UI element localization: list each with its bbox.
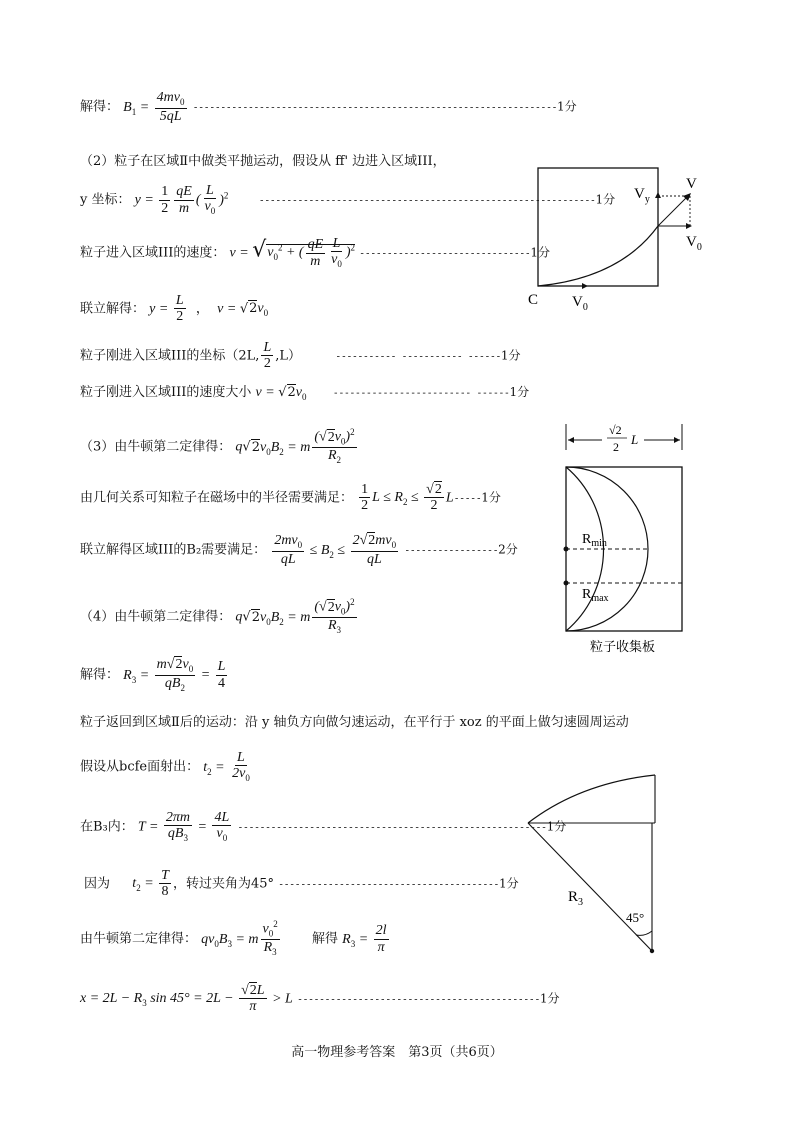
entry-coordinate-line: 粒子刚进入区域III的坐标（2L, $\frac{L}{2}$ ,L） ----------- ----------- ------1分 xyxy=(80,340,521,372)
label-c: C xyxy=(528,292,539,308)
b2-score: 2分 xyxy=(498,542,518,557)
motion-description: 粒子返回到区域Ⅱ后的运动：沿 y 轴负方向做匀速运动，在平行于 xoz 的平面上做匀速圆周运动 xyxy=(80,715,629,730)
b3-label: 在B₃内： xyxy=(80,819,134,835)
because-label: 因为 xyxy=(84,876,111,892)
x-score: 1分 xyxy=(539,991,560,1006)
entry-speed-line: 粒子刚进入区域III的速度大小 $v = √2v_0$ ------------------------- ------1分 xyxy=(80,385,530,402)
label-45deg: 45° xyxy=(626,910,645,925)
newton-solve: 解得 xyxy=(312,931,339,947)
b2-label: 联立解得区域III的B₂需要满足： xyxy=(80,542,267,558)
part4-label: （4）由牛顿第二定律得： xyxy=(80,609,232,625)
newton-label: 由牛顿第二定律得： xyxy=(80,931,198,947)
label-v: V xyxy=(686,176,697,192)
b2-range-line: 联立解得区域III的B₂需要满足： $\frac{2mv_0}{qL}$ ≤ $B_2$ ≤ $\frac{2√2mv_0}{qL}$ -----------------2分 xyxy=(80,533,518,567)
parabolic-path xyxy=(538,226,658,286)
because-score: 1分 xyxy=(498,876,519,891)
rotation-angle-line: 因为 $t_2$ = $\frac{T}{8}$ ，转过夹角为45° ----------------------------------------1分 xyxy=(84,868,519,900)
velocity-line: 粒子进入区域III的速度： $v = √v_0^2$ + ( $\frac{qE}{m}$ $\frac{L}{v_0}$ )$^2$ -------------------------------1分 xyxy=(80,236,550,270)
label-rmax: $R_{max}$ xyxy=(582,587,609,604)
v0-bottom-arrowhead xyxy=(582,283,588,289)
joint-solution-line: 联立解得： y = $\frac{L}{2}$ ， $v = √2v_0$ xyxy=(80,293,269,325)
b1-prefix: 解得： xyxy=(80,99,120,115)
label-rmin: $R_{min}$ xyxy=(582,532,607,549)
because-text: ，转过夹角为45° xyxy=(172,876,274,892)
v-arrow xyxy=(658,196,688,226)
width-label-num: √2 xyxy=(609,423,622,437)
figure-b3-region xyxy=(520,765,670,965)
circle-center xyxy=(650,949,654,953)
coord-end: ,L） xyxy=(275,348,302,364)
circular-arc xyxy=(528,775,655,823)
label-r3: $R_3$ xyxy=(568,889,584,908)
x-result-line: $x = 2L - R_3$ sin 45° = 2L − $\frac{√2L}{\pi}$ > L --------------------------------------------1分 xyxy=(80,983,560,1015)
center-rmax xyxy=(564,581,569,586)
assume-label: 假设从bcfe面射出： xyxy=(80,759,200,775)
exit-assumption-line: 假设从bcfe面射出： $t_2$ = $\frac{L}{2v_0}$ xyxy=(80,750,250,784)
part2-intro: （2）粒子在区域Ⅱ中做类平抛运动，假设从 ff' 边进入区域III， xyxy=(80,154,446,169)
part3-newton-line: （3）由牛顿第二定律得： $q√2v_0B_2 = m$ $\frac{(√2v_0)^2}{R_2}$ xyxy=(80,427,355,466)
width-label-den: 2 xyxy=(613,440,619,454)
y-coordinate-line: y 坐标： y = $\frac{1}{2}$ $\frac{qE}{m}$ ( $\frac{L}{v_0}$ )$^2$ -------------------------------------------------------------1分 xyxy=(80,183,616,217)
part3-label: （3）由牛顿第二定律得： xyxy=(80,439,232,455)
b1-score: 1分 xyxy=(557,99,577,114)
v0-right-arrowhead xyxy=(686,223,692,229)
center-rmin xyxy=(564,547,569,552)
figure-collector-plate xyxy=(552,420,702,660)
label-v0-right: $V_0$ xyxy=(686,234,702,253)
y-score: 1分 xyxy=(595,192,616,207)
y-label: y 坐标： xyxy=(80,192,131,208)
geometry-line: 由几何关系可知粒子在磁场中的半径需要满足： $\frac{1}{2}$ $L \le R_2$ ≤ $\frac{√2}{2}$ L-----1分 xyxy=(80,482,501,514)
r3-label: 解得： xyxy=(80,667,120,683)
b3-score: 1分 xyxy=(546,819,567,834)
label-v0-bottom: $V_0$ xyxy=(572,294,588,313)
page-footer: 高一物理参考答案 第3页（共6页） xyxy=(291,1045,503,1060)
collector-caption: 粒子收集板 xyxy=(590,639,656,654)
coord-score: 1分 xyxy=(500,348,521,363)
width-arrowhead-right xyxy=(674,437,680,443)
b3-period-line: 在B₃内： T = $\frac{2\pi m}{qB_3}$ = $\frac{4L}{v_0}$ --------------------------------------------------------1分 xyxy=(80,810,567,844)
geometry-label: 由几何关系可知粒子在磁场中的半径需要满足： xyxy=(80,490,354,506)
velocity-label: 粒子进入区域III的速度： xyxy=(80,245,226,261)
speed-label: 粒子刚进入区域III的速度大小 xyxy=(80,385,252,400)
radius-r3 xyxy=(528,823,652,951)
arc-rmin xyxy=(566,467,648,631)
angle-arc xyxy=(636,931,652,935)
vy-arrowhead xyxy=(655,192,661,198)
width-label-l: L xyxy=(631,432,639,447)
b1-result-line: 解得： $B_1$ = $\frac{4mv_0}{5qL}$ ------------------------------------------------------------------1分 xyxy=(80,90,577,124)
figure-trajectory-region2 xyxy=(520,160,720,320)
width-arrowhead-left xyxy=(568,437,574,443)
r3-result-line: 解得： $R_3$ = $\frac{m√2v_0}{qB_2}$ = $\frac{L}{4}$ xyxy=(80,657,226,693)
newton-r3-line: 由牛顿第二定律得： $qv_0B_3 = m$ $\frac{v_0^2}{R_3}$ 解得 $R_3$ = $\frac{2l}{\pi}$ xyxy=(80,919,387,958)
coord-label: 粒子刚进入区域III的坐标（ xyxy=(80,348,239,364)
part4-newton-line: （4）由牛顿第二定律得： $q√2v_0B_2 = m$ $\frac{(√2v_0)^2}{R_3}$ xyxy=(80,597,355,636)
velocity-score: 1分 xyxy=(530,245,550,260)
joint-label: 联立解得： xyxy=(80,301,146,317)
label-vy: $V_y$ xyxy=(634,186,650,205)
speed-score: 1分 xyxy=(509,385,530,399)
coord-val: 2L, xyxy=(238,348,260,364)
geometry-score: 1分 xyxy=(481,490,501,505)
